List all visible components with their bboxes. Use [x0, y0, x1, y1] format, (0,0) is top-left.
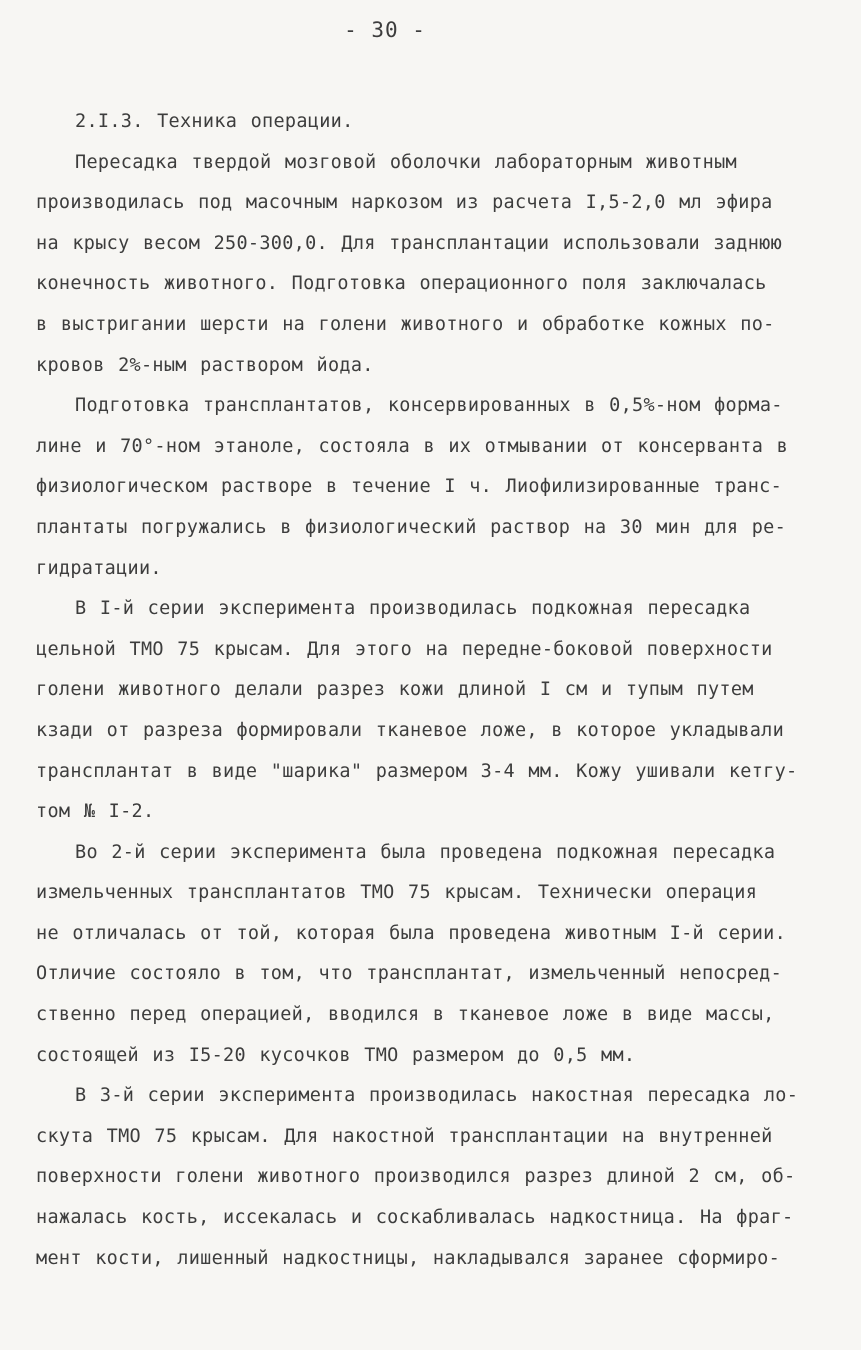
paragraph-4-line-6: состоящей из I5-20 кусочков ТМО размером до 0,5 мм. [36, 1044, 636, 1066]
paragraph-1-line-4: конечность животного. Подготовка операционного поля заключалась [36, 273, 767, 295]
paragraph-3-line-5: трансплантат в виде "шарика" размером 3-4 мм. Кожу ушивали кетгу- [36, 760, 798, 782]
paragraph-2-line-4: плантаты погружались в физиологический раствор на 30 мин для ре- [36, 516, 787, 538]
paragraph-5-line-4: нажалась кость, иссекалась и соскабливалась надкостница. На фраг- [36, 1207, 794, 1229]
paragraph-2-line-2: лине и 70°-ном этаноле, состояла в их отмывании от консерванта в [36, 435, 789, 457]
page-number: - 30 - [344, 18, 426, 42]
paragraph-5-line-3: поверхности голени животного производился разрез длиной 2 см, об- [36, 1166, 796, 1188]
paragraph-3-line-2: цельной ТМО 75 крысам. Для этого на передне-боковой поверхности [36, 638, 773, 660]
paragraph-1-line-5: в выстригании шерсти на голени животного и обработке кожных по- [36, 313, 775, 335]
paragraph-4-line-4: Отличие состояло в том, что трансплантат, измельченный непосред- [36, 963, 783, 985]
paragraph-4-line-5: ственно перед операцией, вводился в тканевое ложе в виде массы, [36, 1004, 775, 1026]
paragraph-5-line-5: мент кости, лишенный надкостницы, накладывался заранее сформиро- [36, 1247, 781, 1269]
section-heading: 2.I.3. Техника операции. [75, 111, 354, 132]
paragraph-1-line-1: Пересадка твердой мозговой оболочки лабораторным животным [75, 151, 737, 173]
paragraph-1-line-2: производилась под масочным наркозом из расчета I,5-2,0 мл эфира [36, 192, 773, 214]
paragraph-4-line-3: не отличалась от той, которая была проведена животным I-й серии. [36, 922, 787, 944]
paragraph-2-line-1: Подготовка трансплантатов, консервированных в 0,5%-ном форма- [75, 395, 783, 417]
paragraph-5-line-2: скута ТМО 75 крысам. Для накостной трансплантации на внутренней [36, 1125, 773, 1147]
body-text [36, 102, 815, 1279]
paragraph-3-line-3: голени животного делали разрез кожи длиной I см и тупым путем [36, 679, 754, 701]
paragraph-3-line-6: том № I-2. [36, 801, 155, 823]
paragraph-3-line-1: В I-й серии эксперимента производилась подкожная пересадка [75, 598, 751, 620]
paragraph-5-line-1: В 3-й серии эксперимента производилась накостная пересадка ло- [75, 1085, 799, 1107]
paragraph-1-line-3: на крысу весом 250-300,0. Для трансплантации использовали заднюю [36, 232, 783, 254]
paragraph-2-line-3: физиологическом растворе в течение I ч. Лиофилизированные транс- [36, 476, 783, 498]
paragraph-2-line-5: гидратации. [36, 557, 162, 579]
paragraph-4-line-1: Во 2-й серии эксперимента была проведена подкожная пересадка [75, 841, 776, 863]
paragraph-1-line-6: кровов 2%-ным раствором йода. [36, 354, 374, 376]
paragraph-3-line-4: кзади от разреза формировали тканевое ложе, в которое укладывали [36, 719, 785, 741]
paragraph-4-line-2: измельченных трансплантатов ТМО 75 крысам. Технически операция [36, 882, 758, 904]
